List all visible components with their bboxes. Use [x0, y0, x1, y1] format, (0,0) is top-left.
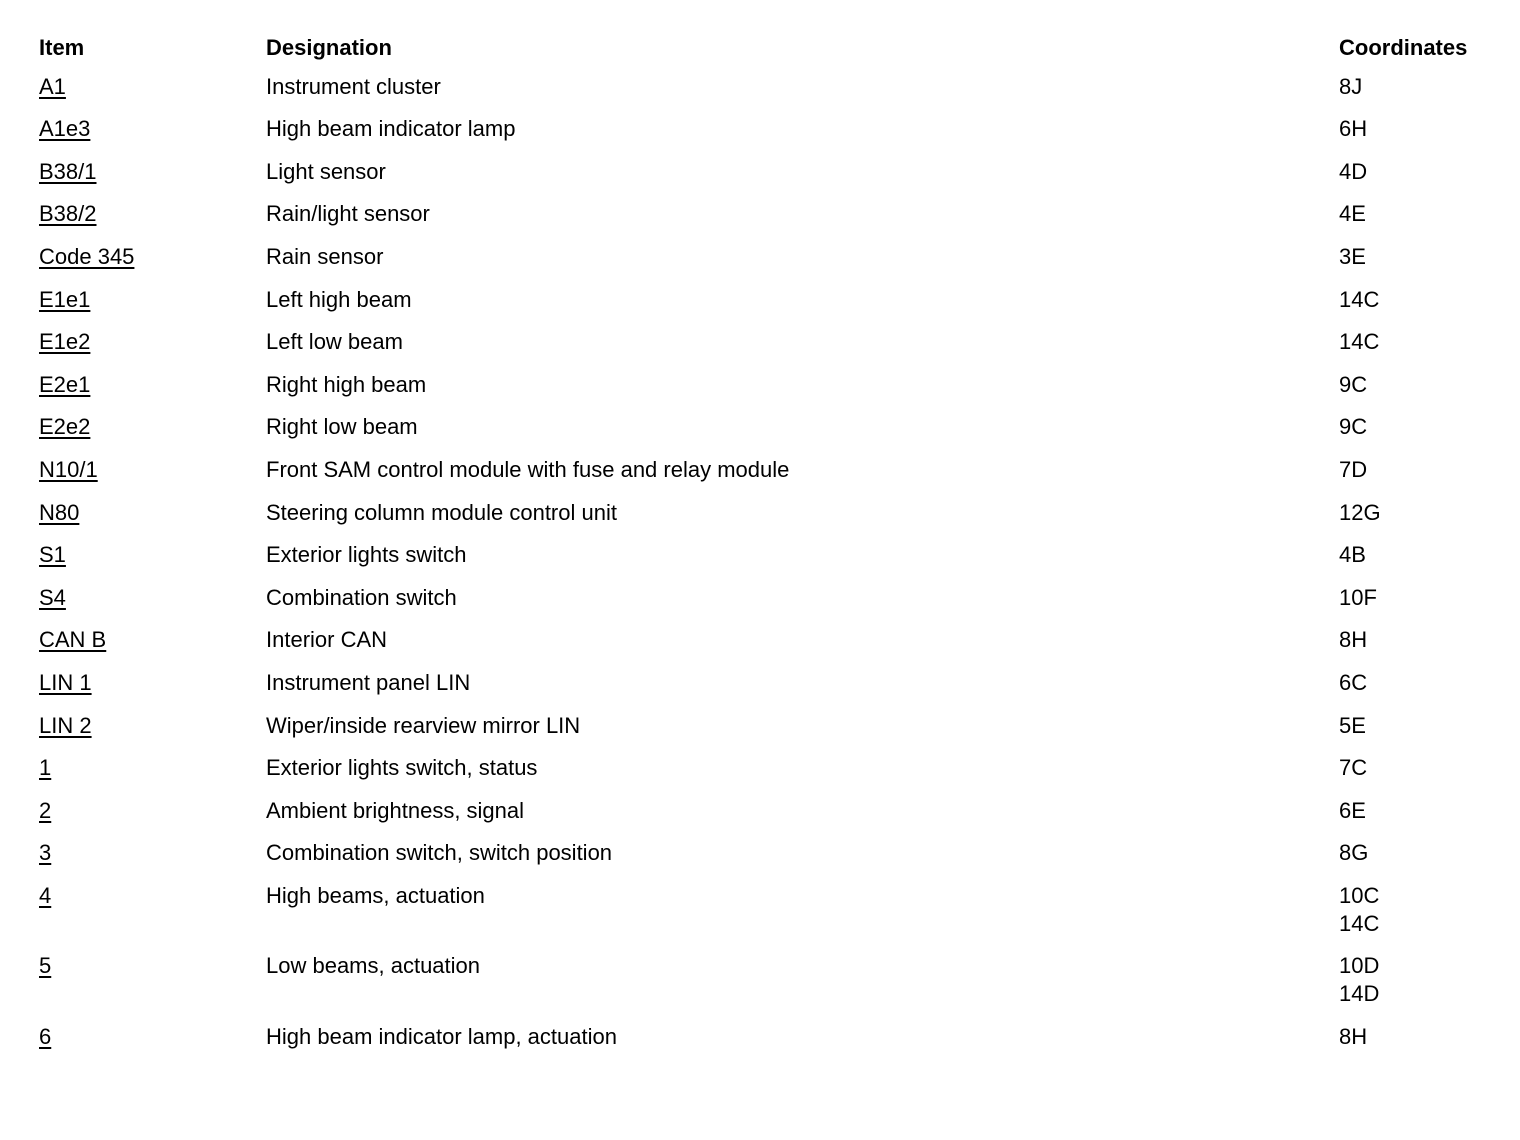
coordinates-cell	[1339, 158, 1509, 186]
header-coordinates: Coordinates	[1339, 35, 1468, 60]
item-cell	[39, 115, 266, 143]
designation-cell: Front SAM control module with fuse and relay module	[266, 456, 790, 482]
item-cell	[39, 754, 266, 782]
table-row	[39, 158, 1509, 201]
coordinates-cell	[1339, 286, 1509, 314]
coordinates-cell	[1339, 952, 1509, 1008]
designation-cell: High beam indicator lamp	[266, 116, 516, 142]
designation-cell: Exterior lights switch	[266, 542, 467, 568]
header-item: Item	[39, 35, 85, 60]
designation-cell: Left high beam	[266, 286, 412, 312]
item-cell	[39, 626, 266, 654]
coordinate-value: 4E	[1339, 201, 1366, 227]
item-cell	[39, 371, 266, 399]
coordinate-value: 12G	[1339, 499, 1381, 525]
item-cell	[39, 158, 266, 186]
coordinates-cell	[1339, 200, 1509, 228]
designation-cell: Light sensor	[266, 158, 386, 184]
coordinates-cell	[1339, 882, 1509, 938]
item-link[interactable]: 1	[39, 755, 52, 781]
item-link[interactable]: S4	[39, 584, 66, 610]
coordinates-cell	[1339, 839, 1509, 867]
designation-cell: High beam indicator lamp, actuation	[266, 1024, 617, 1050]
table-row	[39, 754, 1509, 797]
item-link[interactable]: 6	[39, 1024, 52, 1050]
item-link[interactable]: E2e1	[39, 371, 91, 397]
coordinate-value: 10D	[1339, 953, 1380, 979]
item-cell	[39, 413, 266, 441]
coordinates-cell	[1339, 669, 1509, 697]
coordinate-value: 3E	[1339, 243, 1366, 269]
table-row	[39, 115, 1509, 158]
designation-cell: Interior CAN	[266, 627, 388, 653]
coordinate-value: 8G	[1339, 840, 1369, 866]
item-link[interactable]: S1	[39, 542, 66, 568]
coordinate-value: 10C	[1339, 882, 1380, 908]
coordinate-value: 4B	[1339, 542, 1366, 568]
coordinates-cell	[1339, 115, 1509, 143]
table-row	[39, 413, 1509, 456]
coordinate-value: 9C	[1339, 414, 1368, 440]
coordinates-cell	[1339, 712, 1509, 740]
table-row	[39, 541, 1509, 584]
item-cell	[39, 669, 266, 697]
coordinate-value: 14C	[1339, 329, 1380, 355]
designation-cell: Steering column module control unit	[266, 499, 617, 525]
item-cell	[39, 952, 266, 980]
item-cell	[39, 882, 266, 910]
coordinate-value: 14C	[1339, 286, 1380, 312]
designation-cell: Combination switch	[266, 584, 457, 610]
coordinate-value: 5E	[1339, 712, 1366, 738]
item-cell	[39, 73, 266, 101]
designation-cell: Right low beam	[266, 414, 418, 440]
coordinate-value: 10F	[1339, 584, 1377, 610]
coordinate-value: 7C	[1339, 755, 1368, 781]
item-link[interactable]: A1e3	[39, 116, 91, 142]
table-row	[39, 712, 1509, 755]
item-link[interactable]: N80	[39, 499, 80, 525]
item-cell	[39, 797, 266, 825]
table-body	[39, 73, 1509, 1066]
table-header	[39, 30, 1509, 73]
item-link[interactable]: LIN 1	[39, 669, 92, 695]
table-row	[39, 200, 1509, 243]
coordinate-value: 8J	[1339, 73, 1363, 99]
item-cell	[39, 712, 266, 740]
coordinate-value: 7D	[1339, 456, 1368, 482]
coordinate-value: 6C	[1339, 669, 1368, 695]
designation-cell: Rain sensor	[266, 243, 384, 269]
coordinates-cell	[1339, 328, 1509, 356]
item-link[interactable]: Code 345	[39, 243, 135, 269]
item-cell	[39, 1023, 266, 1051]
table-row	[39, 1023, 1509, 1066]
table-row	[39, 797, 1509, 840]
designation-cell: Rain/light sensor	[266, 201, 430, 227]
item-cell	[39, 584, 266, 612]
item-cell	[39, 541, 266, 569]
item-cell	[39, 456, 266, 484]
item-link[interactable]: E2e2	[39, 414, 91, 440]
coordinates-cell	[1339, 456, 1509, 484]
item-link[interactable]: CAN B	[39, 627, 107, 653]
designation-cell: Wiper/inside rearview mirror LIN	[266, 712, 581, 738]
item-link[interactable]: 3	[39, 840, 52, 866]
designation-cell: Left low beam	[266, 329, 403, 355]
coordinates-cell	[1339, 243, 1509, 271]
item-cell	[39, 200, 266, 228]
designation-cell: High beams, actuation	[266, 882, 485, 908]
designation-cell: Right high beam	[266, 371, 427, 397]
coordinates-cell	[1339, 797, 1509, 825]
coordinates-cell	[1339, 413, 1509, 441]
designation-cell: Low beams, actuation	[266, 953, 481, 979]
table-row	[39, 243, 1509, 286]
designation-cell: Combination switch, switch position	[266, 840, 613, 866]
coordinate-value: 6E	[1339, 797, 1366, 823]
coordinates-cell	[1339, 626, 1509, 654]
item-cell	[39, 328, 266, 356]
designation-cell: Instrument cluster	[266, 73, 441, 99]
item-link[interactable]: LIN 2	[39, 712, 92, 738]
table-row	[39, 669, 1509, 712]
coordinate-value: 8H	[1339, 627, 1368, 653]
item-cell	[39, 243, 266, 271]
table-row	[39, 456, 1509, 499]
designation-cell: Exterior lights switch, status	[266, 755, 538, 781]
coordinates-cell	[1339, 371, 1509, 399]
coordinates-cell	[1339, 754, 1509, 782]
table-row	[39, 839, 1509, 882]
coordinate-value: 14C	[1339, 910, 1380, 936]
table-row	[39, 952, 1509, 1023]
coordinates-cell	[1339, 1023, 1509, 1051]
item-link[interactable]: B38/2	[39, 201, 97, 227]
table-row	[39, 73, 1509, 116]
coordinate-value: 4D	[1339, 158, 1368, 184]
coordinate-value: 8H	[1339, 1024, 1368, 1050]
table-row	[39, 882, 1509, 953]
item-link[interactable]: 2	[39, 797, 52, 823]
coordinates-cell	[1339, 73, 1509, 101]
item-link[interactable]: E1e1	[39, 286, 91, 312]
table-row	[39, 371, 1509, 414]
table-row	[39, 328, 1509, 371]
item-link[interactable]: B38/1	[39, 158, 97, 184]
item-cell	[39, 839, 266, 867]
coordinate-value: 14D	[1339, 981, 1380, 1007]
item-cell	[39, 286, 266, 314]
item-link[interactable]: 5	[39, 953, 52, 979]
coordinates-cell	[1339, 499, 1509, 527]
table-row	[39, 286, 1509, 329]
table-row	[39, 499, 1509, 542]
table-row	[39, 626, 1509, 669]
table-row	[39, 584, 1509, 627]
item-link[interactable]: 4	[39, 882, 52, 908]
header-designation: Designation	[266, 35, 392, 60]
coordinates-cell	[1339, 541, 1509, 569]
coordinate-value: 6H	[1339, 116, 1368, 142]
item-link[interactable]: A1	[39, 73, 66, 99]
item-link[interactable]: E1e2	[39, 329, 91, 355]
designation-cell: Instrument panel LIN	[266, 669, 471, 695]
item-link[interactable]: N10/1	[39, 456, 98, 482]
legend-table	[39, 30, 1509, 1066]
coordinate-value: 9C	[1339, 371, 1368, 397]
designation-cell: Ambient brightness, signal	[266, 797, 525, 823]
coordinates-cell	[1339, 584, 1509, 612]
item-cell	[39, 499, 266, 527]
